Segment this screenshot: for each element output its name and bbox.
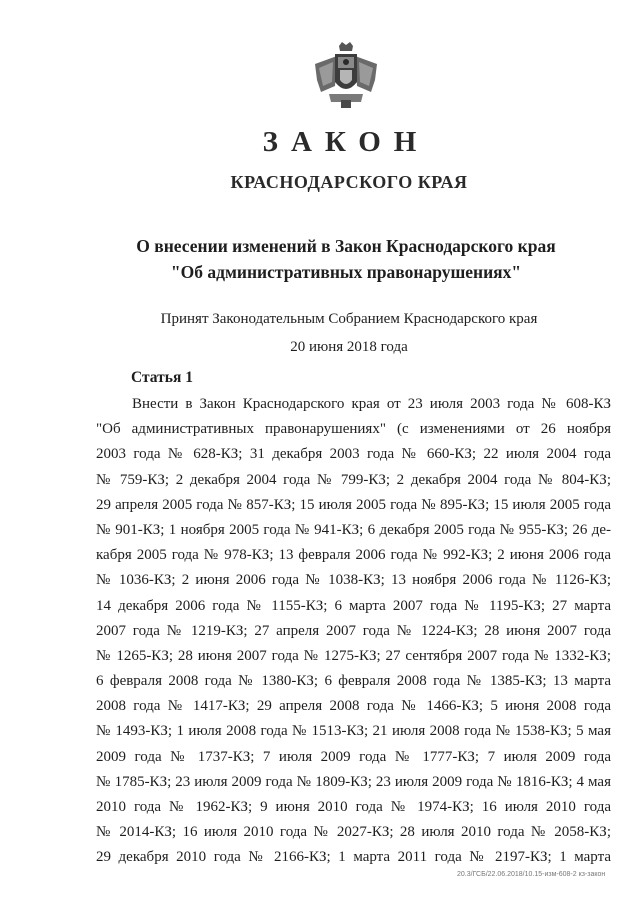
article-line: 29 декабря 2010 года № 2166-КЗ; 1 марта 2011 года № 2197-КЗ; 1 марта: [96, 849, 611, 866]
article-line: 2010 года № 1962-КЗ; 9 июня 2010 года № 1974-КЗ; 16 июля 2010 года: [96, 799, 611, 815]
adoption-date: 20 июня 2018 года: [290, 339, 408, 355]
article-line: 2008 года № 1417-КЗ; 29 апреля 2008 года № 1466-КЗ; 5 июня 2008 года: [96, 698, 611, 715]
article-line: № 901-КЗ; 1 ноября 2005 года № 941-КЗ; 6 декабря 2005 года № 955-КЗ; 26 де-: [96, 521, 611, 538]
article-line: 2009 года № 1737-КЗ; 7 июля 2009 года № 1777-КЗ; 7 июля 2009 года: [96, 748, 611, 765]
article-body: [96, 392, 611, 871]
law-subject-line-2: "Об административных правонарушениях": [170, 262, 522, 282]
article-line: "Об административных правонарушениях" (с изменениями от 26 ноября: [96, 421, 611, 438]
article-line: 6 февраля 2008 года № 1380-КЗ; 6 февраля 2008 года № 1385-КЗ; 13 марта: [96, 673, 611, 690]
article-line: № 1493-КЗ; 1 июля 2008 года № 1513-КЗ; 21 июля 2008 года № 1538-КЗ; 5 мая: [96, 723, 611, 740]
article-line: № 1785-КЗ; 23 июля 2009 года № 1809-КЗ; 23 июля 2009 года № 1816-КЗ; 4 мая: [96, 773, 611, 790]
document-footer-code: 20.3/ГСБ/22.06.2018/10.15-изм-608-2 кз-закон: [457, 871, 606, 878]
article-line: кабря 2005 года № 978-КЗ; 13 февраля 2006 года № 992-КЗ; 2 июня 2006 года: [96, 547, 611, 564]
article-heading: Статья 1: [131, 369, 193, 386]
article-line: 14 декабря 2006 года № 1155-КЗ; 6 марта 2007 года № 1195-КЗ; 27 марта: [96, 597, 611, 614]
law-title: ЗАКОН: [262, 126, 430, 158]
law-region: КРАСНОДАРСКОГО КРАЯ: [230, 172, 468, 192]
article-line: № 2014-КЗ; 16 июля 2010 года № 2027-КЗ; 28 июля 2010 года № 2058-КЗ;: [96, 824, 611, 841]
coat-of-arms-emblem: [311, 42, 381, 110]
article-line: № 1036-КЗ; 2 июня 2006 года № 1038-КЗ; 13 ноября 2006 года № 1126-КЗ;: [96, 572, 611, 589]
article-line: Внести в Закон Краснодарского края от 23 июля 2003 года № 608-КЗ: [132, 396, 611, 412]
law-subject-line-1: О внесении изменений в Закон Краснодарского края: [136, 236, 556, 256]
adoption-line-1: Принят Законодательным Собранием Краснодарского края: [160, 311, 538, 327]
article-line: 29 апреля 2005 года № 857-КЗ; 15 июля 2005 года № 895-КЗ; 15 июля 2005 года: [96, 496, 611, 513]
article-line: 2003 года № 628-КЗ; 31 декабря 2003 года № 660-КЗ; 22 июля 2004 года: [96, 446, 611, 463]
article-line: № 759-КЗ; 2 декабря 2004 года № 799-КЗ; 2 декабря 2004 года № 804-КЗ;: [96, 471, 611, 488]
article-line: № 1265-КЗ; 28 июня 2007 года № 1275-КЗ; 27 сентября 2007 года № 1332-КЗ;: [96, 647, 611, 664]
article-line: 2007 года № 1219-КЗ; 27 апреля 2007 года № 1224-КЗ; 28 июня 2007 года: [96, 622, 611, 639]
